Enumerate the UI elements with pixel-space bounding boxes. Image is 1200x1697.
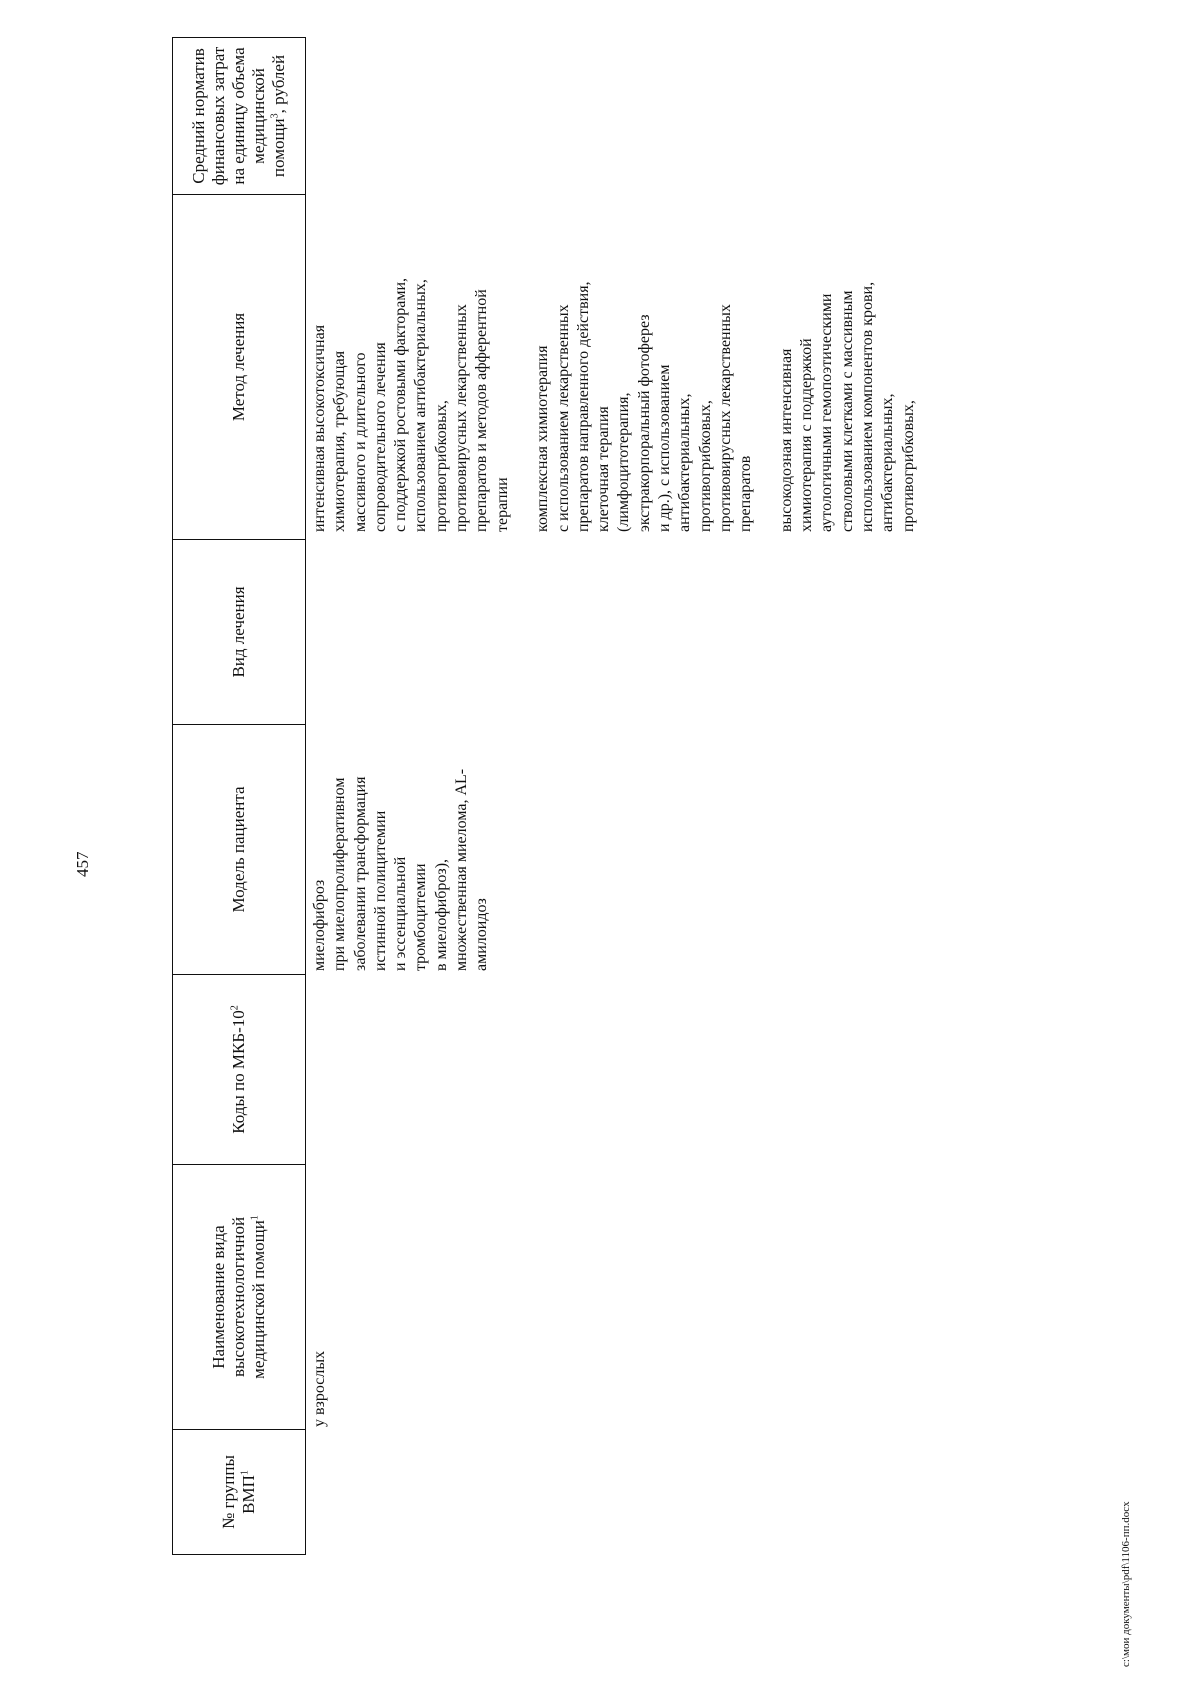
file-path-footer: c:\мои документы\pdf\1106-пп.docx [1120,1501,1132,1667]
patient-model-line: и эссенциальной [392,856,410,971]
page-number: 457 [73,851,92,877]
method-line: аутологичными гемопоэтическими [818,293,836,532]
treatment-method-cell [310,278,919,532]
method-line: интенсивная высокотоксичная [311,324,328,532]
method-block [777,278,919,532]
method-line: противовирусных лекарственных [453,304,471,532]
header-table [172,37,306,1555]
header-cell-icd-codes: Коды по МКБ-$10^2$ [173,975,306,1165]
method-line: комплексная химиотерапия [534,345,552,532]
method-line: с поддержкой ростовыми факторами, [392,277,410,532]
method-line: использованием антибактериальных, [412,279,430,532]
header-cell-patient-model: Модель пациента [173,725,306,975]
method-line: (лимфоцитотерапия, [615,392,633,532]
patient-model-line: множественная миелома, AL- [453,768,471,971]
header-cell-vmp-name: Наименование вида высокотехнологичной медицинской помощи$^1$ [173,1165,306,1430]
method-line: высокодозная интенсивная [777,348,795,532]
patient-model-line: в миелофиброз), [432,858,450,971]
method-line: экстракорпоральный фотоферез [635,314,653,532]
header-cell-treatment-method: Метод лечения [173,195,306,540]
group-name: у взрослых [311,1350,328,1427]
method-line: препаратов и методов афферентной [473,289,491,532]
method-line: препаратов [737,455,755,532]
patient-model-line: при миелопролиферативном [331,777,349,971]
patient-model-cell [310,769,493,971]
method-line: антибактериальных, [879,393,897,532]
method-line: противогрибковых, [432,400,450,532]
patient-model-line: миелофиброз [311,879,328,971]
patient-model-line: амилоидоз [473,898,491,971]
header-cell-group-number: № группы ВМП$^1$ [173,1430,306,1555]
method-line: клеточная терапия [595,406,613,532]
method-line: химиотерапия с поддержкой [798,338,816,532]
method-block [533,278,756,532]
method-line: химиотерапия, требующая [331,350,349,532]
method-line: использованием компонентов крови, [859,281,877,532]
header-cell-cost-standard: Средний норматив финансовых затрат на единицу объема медицинской помощи$^3$, рублей [173,38,306,195]
patient-model-line: заболевании трансформация [351,776,369,971]
method-line: противогрибковых, [696,400,714,532]
header-cell-treatment-type: Вид лечения [173,540,306,725]
method-line: препаратов направленного действия, [574,281,592,532]
method-line: массивного и длительного [351,352,369,532]
method-line: с использованием лекарственных [554,304,572,532]
method-line: антибактериальных, [676,393,694,532]
method-line: противовирусных лекарственных [716,304,734,532]
patient-model-line: тромбоцитемии [412,863,430,971]
method-line: стволовыми клетками с массивным [838,290,856,532]
method-block [310,278,513,532]
method-line: противогрибковых, [899,400,917,532]
method-line: терапии [493,477,511,532]
method-line: сопроводительного лечения [371,342,389,532]
patient-model-line: истинной полицитемии [371,810,389,971]
method-line: и др.), с использованием [656,364,674,532]
